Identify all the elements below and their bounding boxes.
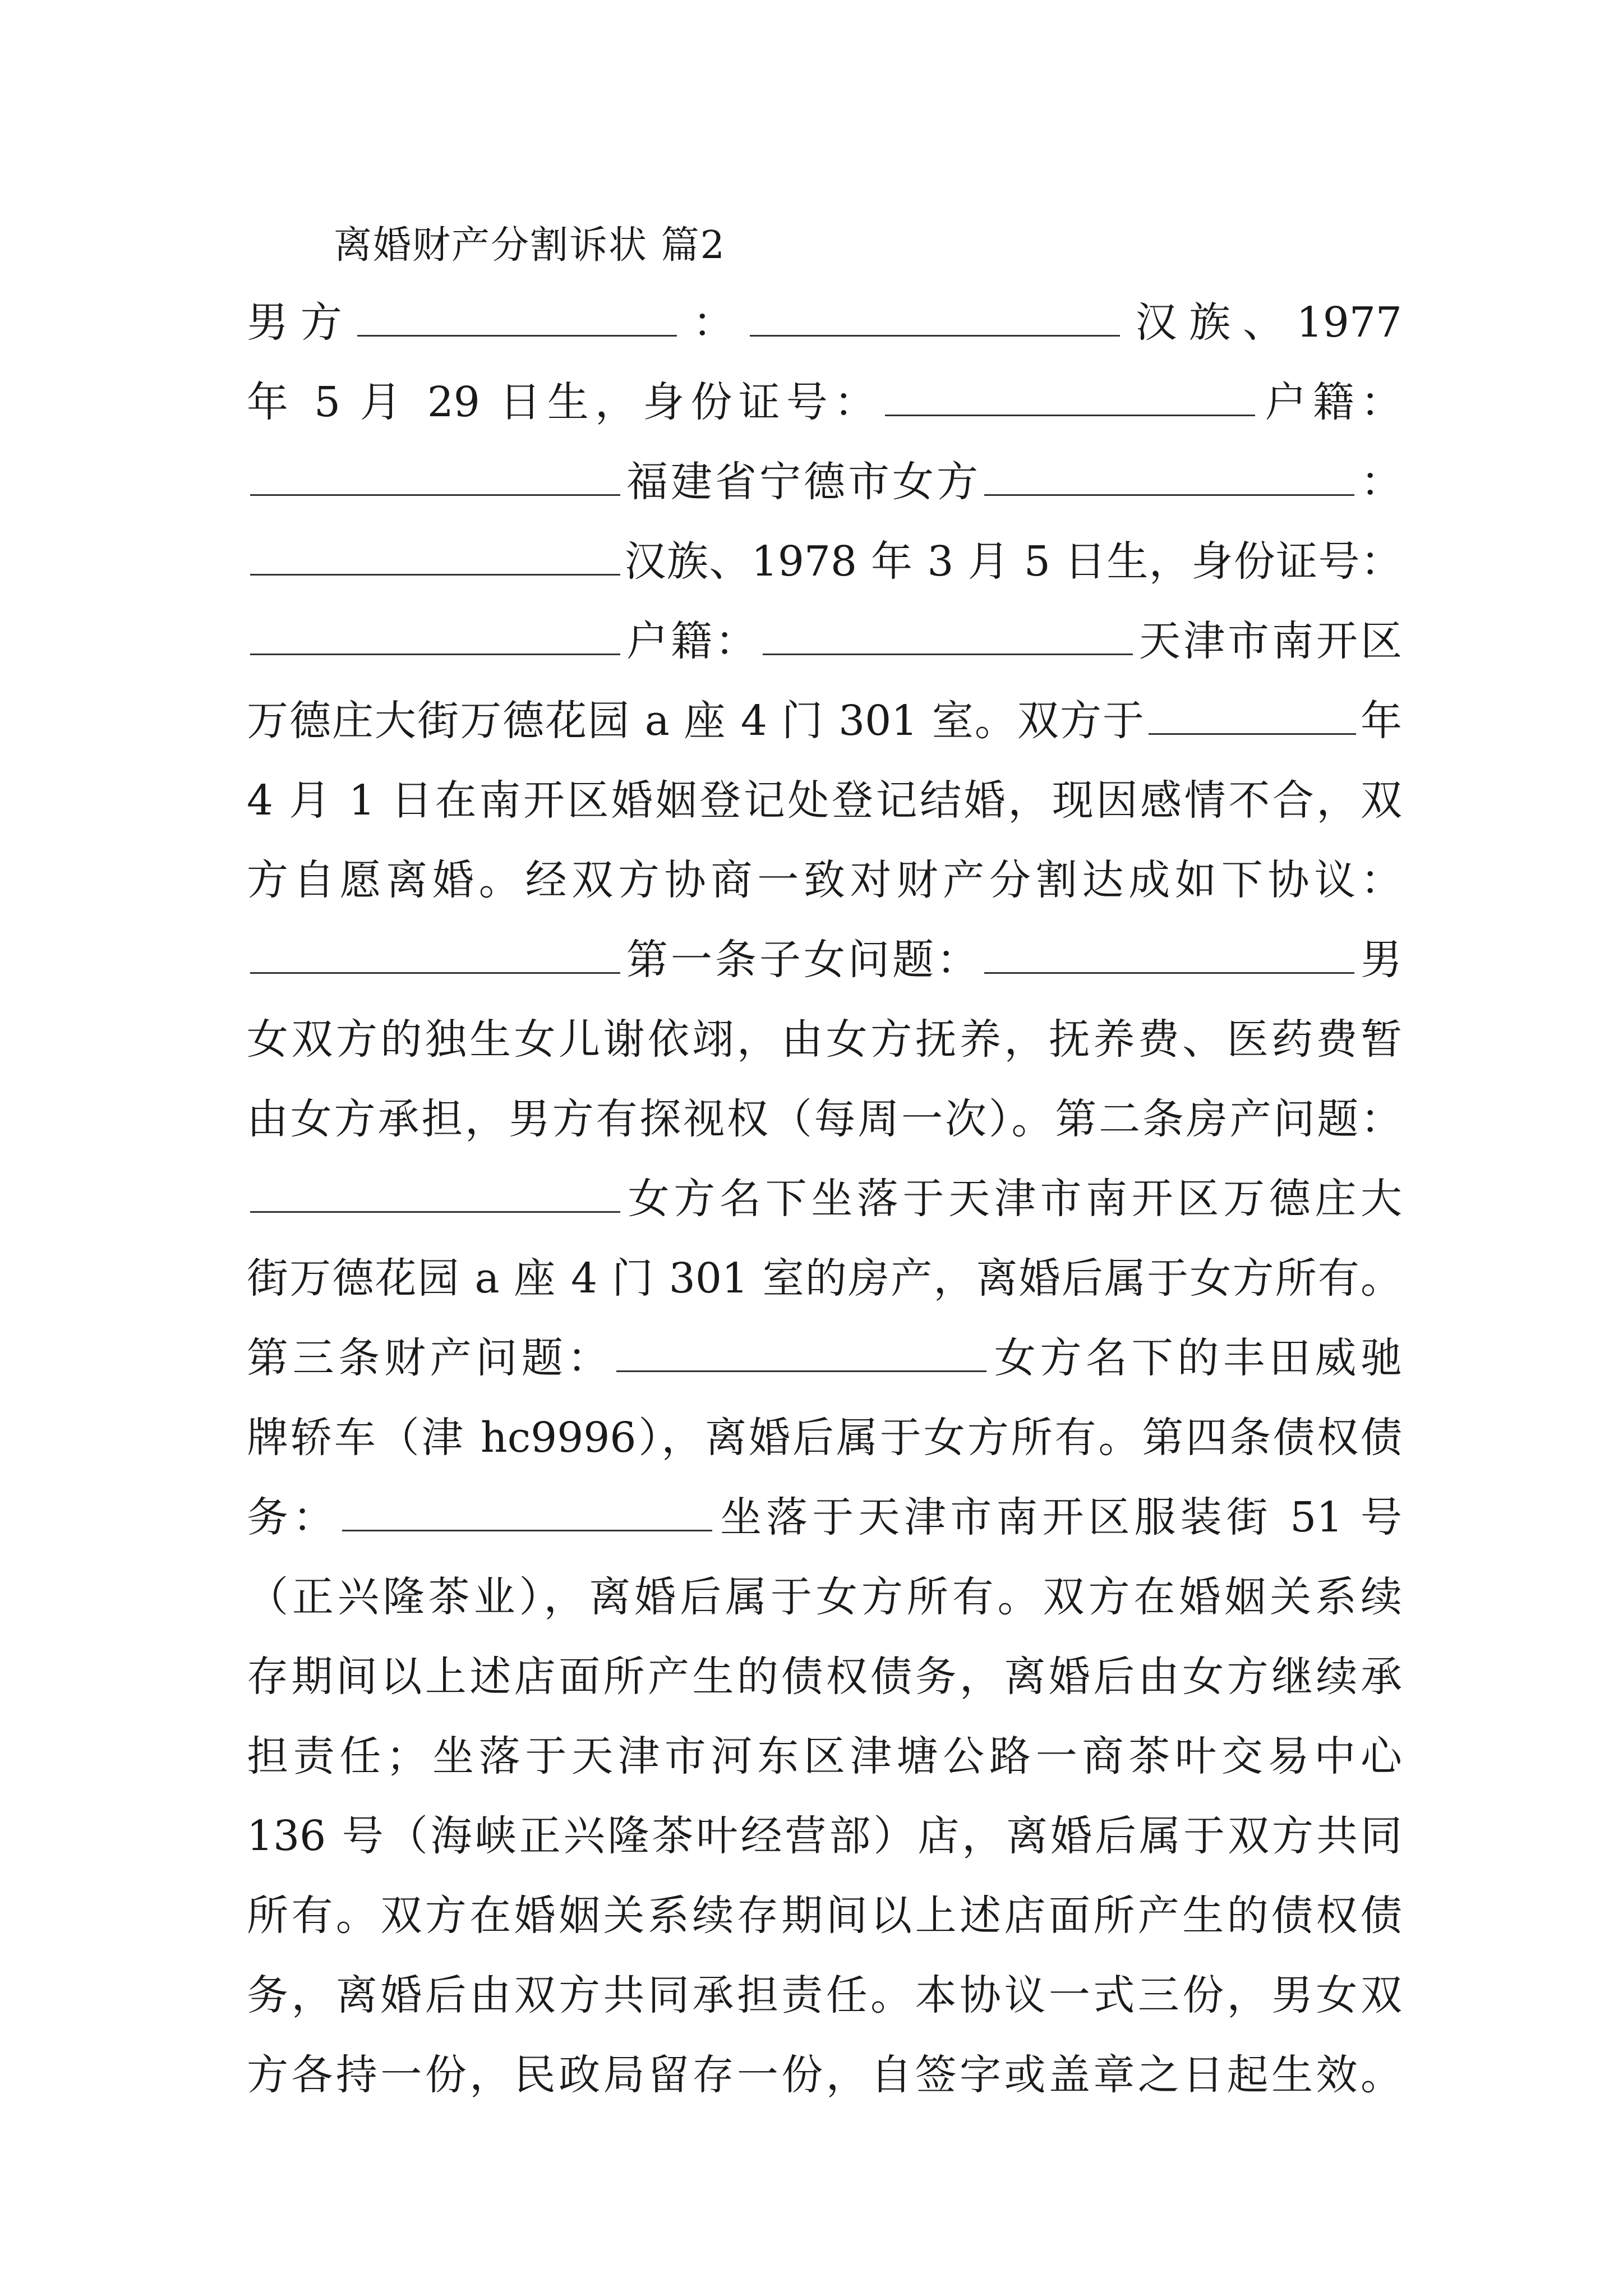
- text-line: [247, 682, 1402, 760]
- line-text: 汉族、1978 年 3 月 5 日生，身份证号：: [624, 537, 1402, 586]
- text-line: [247, 1080, 1402, 1158]
- document-title: 离婚财产分割诉状 篇2: [334, 223, 726, 268]
- fill-in-blank[interactable]: [984, 925, 1354, 974]
- text-line: [247, 1956, 1402, 2035]
- line-text: 所有。双方在婚姻关系续存期间以上述店面所产生的债权债: [247, 1892, 1402, 1940]
- text-line: [247, 1159, 1402, 1238]
- text-line: [247, 761, 1402, 840]
- text-line: [247, 1398, 1402, 1477]
- line-text: 第三条财产问题：: [247, 1334, 614, 1382]
- line-text: 务，离婚后由双方共同承担责任。本协议一式三份，男女双: [247, 1971, 1402, 2019]
- text-line: [247, 283, 1402, 362]
- line-text: 街万德花园 a 座 4 门 301 室的房产，离婚后属于女方所有。: [247, 1254, 1402, 1303]
- text-line: [247, 2036, 1402, 2114]
- fill-in-blank[interactable]: [250, 447, 620, 496]
- text-line: [247, 841, 1402, 919]
- text-line: [247, 443, 1402, 521]
- line-text: 男方: [247, 298, 354, 347]
- text-line: [247, 363, 1402, 441]
- line-text: 136 号（海峡正兴隆茶叶经营部）店，离婚后属于双方共同: [247, 1812, 1402, 1860]
- text-line: [247, 921, 1402, 999]
- fill-in-blank[interactable]: [250, 606, 620, 655]
- fill-in-blank[interactable]: [250, 527, 620, 576]
- fill-in-blank[interactable]: [750, 288, 1120, 337]
- fill-in-blank[interactable]: [357, 288, 677, 337]
- fill-in-blank[interactable]: [616, 1323, 986, 1372]
- fill-in-blank[interactable]: [885, 367, 1255, 416]
- text-line: [247, 522, 1402, 601]
- text-line: [247, 1637, 1402, 1716]
- fill-in-blank[interactable]: [250, 925, 620, 974]
- line-text: ：: [680, 298, 746, 347]
- text-line: [247, 1478, 1402, 1557]
- line-text: 4 月 1 日在南开区婚姻登记处登记结婚，现因感情不合，双: [247, 776, 1402, 825]
- line-text: ：: [1358, 458, 1402, 506]
- line-text: 第一条子女问题：: [624, 936, 981, 984]
- line-text: 方各持一份，民政局留存一份，自签字或盖章之日起生效。: [247, 2051, 1402, 2099]
- fill-in-blank[interactable]: [1149, 686, 1356, 735]
- text-line: [247, 602, 1402, 680]
- line-text: 存期间以上述店面所产生的债权债务，离婚后由女方继续承: [247, 1653, 1402, 1701]
- line-text: 坐落于天津市南开区服装街 51 号: [716, 1493, 1402, 1542]
- line-text: 户籍：: [1258, 378, 1402, 426]
- line-text: 年: [1359, 697, 1403, 745]
- line-text: 由女方承担，男方有探视权（每周一次）。第二条房产问题：: [247, 1095, 1402, 1143]
- text-line: [247, 1876, 1402, 1955]
- line-text: 福建省宁德市女方: [624, 458, 981, 506]
- line-text: 万德庄大街万德花园 a 座 4 门 301 室。双方于: [247, 697, 1145, 745]
- line-text: （正兴隆茶业），离婚后属于女方所有。双方在婚姻关系续: [247, 1573, 1402, 1621]
- line-text: 年 5 月 29 日生，身份证号：: [247, 378, 882, 426]
- fill-in-blank[interactable]: [250, 1164, 620, 1213]
- text-line: [247, 1000, 1402, 1079]
- line-text: 女双方的独生女儿谢依翊，由女方抚养，抚养费、医药费暂: [247, 1015, 1402, 1064]
- text-line: [247, 1797, 1402, 1875]
- line-text: 牌轿车（津 hc9996），离婚后属于女方所有。第四条债权债: [247, 1414, 1402, 1462]
- fill-in-blank[interactable]: [342, 1483, 712, 1531]
- line-text: 女方名下的丰田威驰: [990, 1334, 1403, 1382]
- line-text: 户籍：: [624, 617, 759, 665]
- line-text: 担责任；坐落于天津市河东区津塘公路一商茶叶交易中心: [247, 1732, 1402, 1780]
- text-line: [247, 1319, 1402, 1397]
- line-text: 务：: [247, 1493, 339, 1542]
- line-text: 汉族、1977: [1123, 298, 1403, 347]
- line-text: 方自愿离婚。经双方协商一致对财产分割达成如下协议：: [247, 856, 1402, 904]
- text-line: [247, 1239, 1402, 1318]
- line-text: 男: [1358, 936, 1402, 984]
- line-text: 女方名下坐落于天津市南开区万德庄大: [624, 1175, 1402, 1223]
- line-text: 天津市南开区: [1136, 617, 1402, 665]
- text-line: [247, 1558, 1402, 1636]
- fill-in-blank[interactable]: [763, 606, 1133, 655]
- text-line: [247, 1717, 1402, 1796]
- fill-in-blank[interactable]: [984, 447, 1354, 496]
